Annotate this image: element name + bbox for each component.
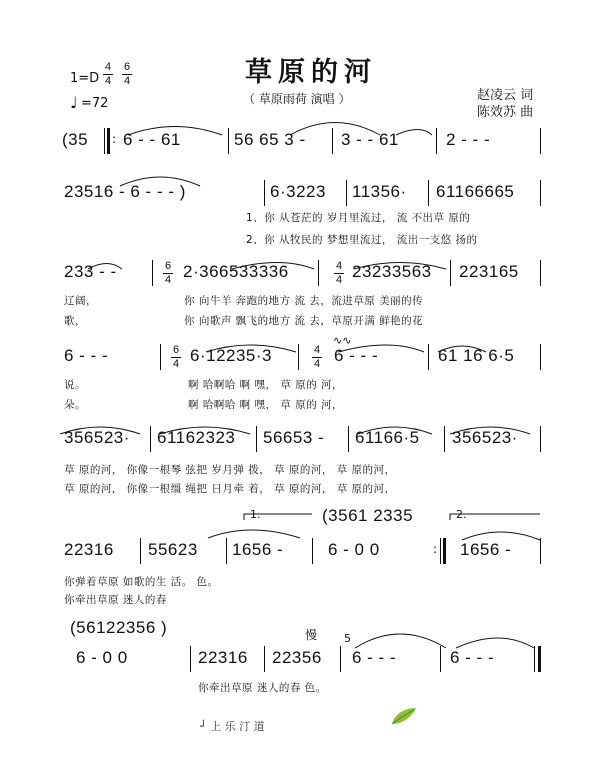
lyricist-credit: 赵凌云 词 — [477, 88, 534, 103]
measure: 23516 - 6 - - - ) — [64, 182, 186, 201]
mordent-icon: ∿∿ — [333, 334, 352, 347]
time-top: 6 — [123, 61, 131, 73]
tie-arc — [208, 530, 300, 538]
measure: 61166·5 — [355, 428, 420, 447]
measure: 6 - - - — [352, 648, 397, 667]
lyric-verse-2-start: 歌， — [64, 315, 86, 327]
measure: 6 - 0 0 — [76, 648, 128, 667]
measure: 22316 — [198, 648, 248, 667]
lyric-verse-1: 草 原的河， 你像一根琴 弦把 岁月弹 拨， 草 原的河， 草 原的河， — [64, 464, 396, 476]
lyric-verse-1-start: 说。 — [64, 379, 86, 391]
composer-credit: 陈效苏 曲 — [477, 105, 534, 120]
tie-arc — [160, 427, 250, 434]
measure: 223165 — [459, 262, 519, 281]
leaf-logo-icon — [390, 706, 418, 726]
tie-arc — [354, 263, 446, 270]
measure: 356523· — [452, 428, 518, 447]
second-ending-bracket — [450, 514, 540, 520]
first-ending-bracket — [244, 514, 312, 520]
tie-arc — [290, 123, 380, 136]
lyric-verse-2: 草 原的河， 你像一根缰 绳把 日月牵 着， 草 原的河， 草 原的河， — [64, 483, 396, 495]
tie-arc — [358, 427, 432, 434]
time-top: 4 — [104, 61, 112, 73]
measure: 6·3223 — [270, 182, 326, 201]
tie-arc — [120, 177, 200, 186]
measure: 56653 - — [263, 428, 325, 447]
tie-arc — [128, 127, 222, 136]
song-title: 草原的河 — [245, 57, 377, 88]
measure: (35 — [62, 130, 89, 149]
measure: 2 - - - — [446, 130, 491, 149]
measure: 6 - - - — [334, 346, 379, 365]
measure: 6 - - 61 — [123, 130, 181, 149]
measure: 356523· — [64, 428, 130, 447]
lyric-verse-2: 2、你 从牧民的 梦想里流过， 流出一支悠 扬的 — [246, 234, 478, 246]
tie-arc — [396, 130, 432, 136]
measure: 23233563 — [352, 262, 432, 281]
lyric-verse-2: 你牵出草原 迷人的春 — [64, 594, 167, 606]
measure: 2·366533336 — [183, 262, 289, 281]
introduction-upper-line: (56122356 ) — [70, 618, 168, 637]
lyric-verse-1: 1、你 从苍茫的 岁月里流过， 流 不出草 原的 — [246, 212, 471, 224]
introduction-upper-line: (3561 2335 — [322, 506, 414, 525]
measure: 1656 - — [232, 540, 284, 559]
time-signature-6-4: 6 4 — [172, 344, 180, 370]
tie-arc — [438, 346, 486, 352]
tie-arc — [88, 264, 122, 270]
lyric-verse-1-start: 辽阔， — [64, 295, 97, 307]
lyric-final: 你牵出草原 迷人的春 色。 — [198, 682, 327, 694]
measure: 233 - - — [64, 262, 117, 281]
time-bottom: 4 — [104, 75, 112, 87]
footer-watermark-text: ┘ 上 乐 汀 道 — [200, 720, 265, 733]
tie-arc — [232, 263, 314, 270]
repeat-dots: : — [433, 542, 438, 556]
lyric-verse-1: 你 向牛羊 奔跑的地方 流 去，流进草原 美丽的传 — [184, 295, 424, 307]
time-bottom: 4 — [123, 75, 131, 87]
time-signature-4-4: 4 4 — [335, 260, 343, 286]
lyric-verse-2: 你 向歌声 飘飞的地方 流 去，草原开满 鲜艳的花 — [184, 315, 424, 327]
measure: 6 - - - — [450, 648, 495, 667]
measure: 61162323 — [157, 428, 236, 447]
tie-arc — [338, 345, 424, 352]
tie-arc — [60, 427, 140, 434]
measure: 22316 — [64, 540, 114, 559]
tie-arc — [456, 638, 534, 648]
performer-line: （ 草原雨荷 演唱 ） — [243, 92, 351, 106]
lyric-verse-2-start: 朵。 — [64, 399, 86, 411]
tempo-mark: =72 — [81, 96, 109, 111]
measure: 56 65 3 - — [234, 130, 306, 149]
measure: 1656 - — [460, 540, 512, 559]
measure: 55623 — [148, 540, 198, 559]
second-ending-label: 2. — [456, 508, 467, 521]
measure: 3 - - 61 — [341, 130, 399, 149]
quarter-note-icon: ♩ — [70, 93, 78, 112]
repeat-dots: : — [112, 132, 117, 146]
tie-arc — [462, 532, 540, 540]
measure: 11356· — [352, 182, 407, 201]
tempo-slow-mark: 慢 — [305, 628, 318, 642]
tie-arc — [206, 345, 296, 352]
fermata-number: 5 — [344, 632, 351, 645]
time-signature-6-4: 6 4 — [164, 260, 172, 286]
measure: 61 16 6·5 — [438, 346, 515, 365]
measure: 6 - - - — [64, 346, 109, 365]
measure: 61166665 — [436, 182, 515, 201]
tie-arc — [355, 634, 446, 648]
measure: 6·12235·3 — [190, 346, 273, 365]
lyric-verse-2: 啊 哈啊哈 啊 嘿， 草 原的 河， — [188, 399, 344, 411]
first-ending-label: 1. — [250, 508, 261, 521]
lyric-verse-1: 你弹着草原 如歌的生 活。 色。 — [64, 576, 219, 588]
time-signature-4-4: 4 4 — [313, 344, 321, 370]
measure: 22356 — [272, 648, 322, 667]
key-signature: 1=D — [70, 71, 100, 86]
tie-arc — [450, 427, 530, 434]
measure: 6 - 0 0 — [328, 540, 380, 559]
lyric-verse-1: 啊 哈啊哈 啊 嘿， 草 原的 河， — [188, 379, 344, 391]
